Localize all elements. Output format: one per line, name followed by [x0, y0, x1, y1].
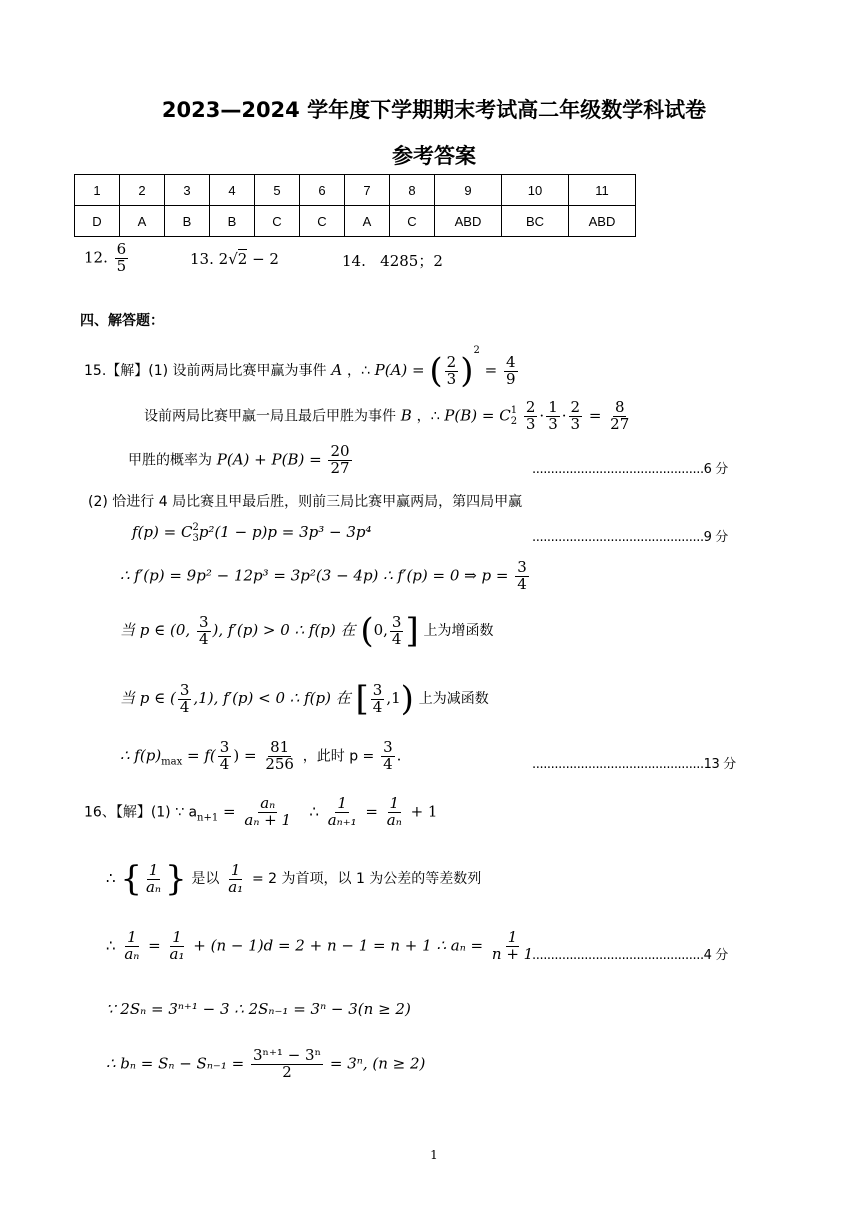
q16-prefix: 16、【解】(1) ∵ a [84, 804, 198, 821]
score-9: ..............................................9 分 [532, 530, 728, 545]
q15-line3 [128, 444, 354, 477]
q15-line2-prefix: 设前两局比赛甲赢一局且最后甲胜为事件 [144, 408, 396, 425]
question-number-cell: 1 [75, 175, 120, 206]
question-number-cell: 9 [435, 175, 502, 206]
fraction-numerator: 3 [372, 680, 383, 699]
answer-13-label: 13. [190, 250, 214, 268]
decreasing-mid: ,1), f′(p) < 0 ∴ f(p) 在 [193, 689, 351, 707]
section-heading: 四、解答题： [80, 313, 164, 329]
combination-subscript: 2 [510, 416, 518, 428]
fraction-denominator: aₙ [386, 810, 402, 829]
answer-row [75, 206, 636, 237]
fraction-numerator: 3 [517, 558, 527, 576]
equals: = [365, 802, 378, 821]
fraction-numerator: 2 [570, 398, 581, 416]
result-denominator: 27 [610, 414, 630, 433]
answer-cell: C [390, 206, 435, 237]
result-numerator: 81 [270, 738, 290, 756]
answer-key-subtitle: 参考答案 [392, 144, 476, 168]
q16-line1 [84, 796, 437, 829]
sqrt-symbol: √ [228, 250, 238, 268]
page-number: 1 [430, 1148, 438, 1162]
fraction-numerator: 1 [230, 860, 241, 879]
derivative-expression: ∴ f′(p) = 9p² − 12p³ = 3p²(3 − 4p) ∴ f′(p) = 0 ⇒ p = [120, 566, 509, 585]
answer-cell: ABD [569, 206, 636, 237]
q15-line1-mid: ，∴ [346, 363, 370, 379]
therefore: ∴ [309, 802, 319, 821]
fraction-numerator: 3 [391, 612, 402, 631]
q15-line1-eq: P(A) = [374, 361, 425, 379]
q15-increasing-line: 当 p ∈ (0, $\frac{3}{4}$ ), f′(p) > 0 ∴ f(p) 在 (0, $\frac{3}{4}$ ] 上为增函数 [120, 611, 494, 651]
exponent: 2 [473, 345, 480, 356]
question-number-cell: 8 [390, 175, 435, 206]
answer-table [74, 174, 636, 237]
answer-14-value: 4285；2 [380, 252, 443, 270]
question-number-cell: 7 [345, 175, 390, 206]
event-a: A [331, 361, 343, 379]
subscript: n+1 [197, 812, 219, 824]
fraction-denominator: aₙ₊₁ [327, 810, 357, 829]
fraction-denominator: aₙ + 1 [244, 810, 292, 829]
fraction-numerator: 3 [179, 680, 190, 699]
q16-line5-end: = 3ⁿ, (n ≥ 2) [329, 1054, 426, 1073]
answer-14-label: 14. [342, 252, 366, 270]
fraction-denominator: 4 [372, 697, 383, 716]
fraction-denominator: 3 [525, 414, 536, 433]
fraction-denominator: 4 [391, 629, 402, 648]
answer-cell: A [345, 206, 390, 237]
answer-13-coefficient: 2 [218, 250, 229, 268]
q16-line2-text2: = 2 为首项，以 1 为公差的等差数列 [251, 871, 482, 887]
q16-line5 [106, 1048, 425, 1081]
combination-superscript: 1 [510, 405, 518, 417]
max-mid: = f( [187, 746, 216, 765]
answer-cell: C [255, 206, 300, 237]
fraction-numerator: 3ⁿ⁺¹ − 3ⁿ [252, 1046, 322, 1064]
fraction-numerator: 1 [389, 794, 400, 812]
result-numerator: 8 [614, 398, 625, 416]
q15-line2: 设前两局比赛甲赢一局且最后甲胜为事件 B ，∴ P(B) = C 1 2 $\frac{2}{3}$ · $\frac{1}{3}$ · $\frac{2}{3}$ = $\frac{8}{27}$ [144, 398, 630, 433]
increasing-suffix: 上为增函数 [423, 623, 494, 639]
answer-cell: B [210, 206, 255, 237]
max-subscript: max [161, 756, 183, 768]
increasing-mid: ), f′(p) > 0 ∴ f(p) 在 [212, 621, 356, 639]
q15-part2-text: (2) 恰进行 4 局比赛且甲最后胜，则前三局比赛甲赢两局，第四局甲赢 [88, 494, 523, 510]
max-then: ，此时 p = [302, 748, 375, 765]
max-eq: ) = [233, 746, 257, 765]
result-denominator: 9 [505, 369, 516, 388]
equals: = [148, 936, 161, 955]
answer-13 [190, 250, 279, 268]
q15-f-line [132, 522, 372, 544]
question-number-cell: 5 [255, 175, 300, 206]
result-denominator: 256 [265, 754, 294, 773]
q15-line3-prefix: 甲胜的概率为 [128, 452, 212, 469]
answer-cell: D [75, 206, 120, 237]
fraction-denominator: 3 [446, 369, 457, 388]
question-number-cell: 6 [300, 175, 345, 206]
max-end: . [396, 746, 402, 765]
interval-end: ,1 [386, 689, 401, 707]
fraction-denominator: 4 [198, 629, 209, 648]
q15-line1-prefix: 15.【解】(1) 设前两局比赛甲赢为事件 [84, 363, 327, 379]
fraction-numerator: 3 [219, 738, 230, 756]
q15-line3-eq: P(A) + P(B) = [216, 450, 322, 469]
score-4: ..............................................4 分 [532, 948, 728, 963]
decreasing-prefix: 当 p ∈ ( [120, 689, 176, 707]
q16-line2-text1: 是以 [191, 871, 220, 887]
answer-cell: ABD [435, 206, 502, 237]
equals: = [223, 802, 236, 821]
answer-12-denominator: 5 [116, 256, 127, 275]
q15-line2-eq: P(B) = C [444, 406, 511, 425]
q16-line3-mid: + (n − 1)d = 2 + n − 1 = n + 1 ∴ aₙ = [193, 936, 484, 955]
answer-13-tail: − 2 [252, 250, 279, 268]
q16-line2: ∴ { $\frac{1}{\text{aₙ}}$ } 是以 $\frac{1}{\text{a₁}}$ = 2 为首项，以 1 为公差的等差数列 [106, 859, 482, 899]
max-prefix: ∴ f(p) [120, 746, 162, 765]
answer-12-numerator: 6 [116, 240, 127, 258]
fraction-denominator: 4 [179, 697, 190, 716]
fraction-numerator: 2 [446, 352, 457, 371]
result-denominator: 27 [330, 458, 350, 477]
fraction-denominator: 3 [570, 414, 581, 433]
fraction-numerator: aₙ [260, 794, 276, 812]
combination-subscript: 3 [192, 533, 199, 544]
answer-cell: A [120, 206, 165, 237]
q16-line4: ∵ 2Sₙ = 3ⁿ⁺¹ − 3 ∴ 2Sₙ₋₁ = 3ⁿ − 3(n ≥ 2) [106, 1000, 411, 1018]
therefore: ∴ [106, 936, 116, 955]
q15-decreasing-line: 当 p ∈ ( $\frac{3}{4}$ ,1), f′(p) < 0 ∴ f(p) 在 [ $\frac{3}{4}$ ,1) 上为减函数 [120, 679, 489, 719]
fraction-numerator: 1 [148, 860, 159, 879]
result-numerator: 20 [330, 442, 350, 460]
q15-line1: 15.【解】(1) 设前两局比赛甲赢为事件 A ，∴ P(A) = ( $\frac{2}{3}$ )$^2$ = $\frac{4}{9}$ [84, 345, 516, 391]
therefore: ∴ [106, 869, 116, 887]
answer-12 [84, 242, 130, 275]
f-def-start: f(p) = C [132, 523, 193, 541]
fraction-numerator: 1 [127, 928, 137, 946]
exam-title: 2023—2024 学年度下学期期末考试高二年级数学科试卷 [161, 98, 707, 122]
increasing-prefix: 当 p ∈ (0, [120, 621, 191, 639]
answer-14 [342, 250, 443, 271]
result-numerator: 4 [505, 352, 516, 371]
fraction-denominator: a₁ [228, 877, 244, 896]
fraction-numerator: 1 [172, 928, 182, 946]
fraction-numerator: 1 [548, 398, 558, 416]
question-number-cell: 3 [165, 175, 210, 206]
answer-13-radicand: 2 [237, 250, 248, 268]
fraction-numerator: 3 [383, 738, 393, 756]
decreasing-suffix: 上为减函数 [418, 691, 489, 707]
answer-cell: C [300, 206, 345, 237]
answer-cell: B [165, 206, 210, 237]
fraction-numerator: 3 [198, 612, 209, 631]
q15-max-line [120, 740, 401, 773]
answer-cell: BC [502, 206, 569, 237]
plus-one: + 1 [410, 802, 438, 821]
question-number-cell: 2 [120, 175, 165, 206]
score-6: ..............................................6 分 [532, 462, 728, 477]
fraction-denominator: 3 [548, 414, 558, 433]
question-number-row [75, 175, 636, 206]
fraction-denominator: aₙ [124, 944, 140, 963]
combination-superscript: 2 [192, 522, 199, 533]
f-def-rest: p²(1 − p)p = 3p³ − 3p⁴ [198, 523, 372, 541]
fraction-numerator: 1 [337, 794, 347, 812]
fraction-denominator: n + 1 [491, 944, 534, 963]
question-number-cell: 4 [210, 175, 255, 206]
fraction-denominator: 2 [282, 1062, 292, 1081]
q15-derivative-line [120, 560, 531, 593]
fraction-denominator: aₙ [145, 877, 161, 896]
question-number-cell: 10 [502, 175, 569, 206]
fraction-numerator: 1 [507, 928, 518, 946]
score-13: ..............................................13 分 [532, 757, 736, 772]
event-b: B [400, 406, 412, 425]
fraction-denominator: 4 [219, 754, 230, 773]
fraction-denominator: 4 [517, 574, 527, 593]
interval-start: 0, [373, 621, 388, 639]
q16-line5-prefix: ∴ bₙ = Sₙ − Sₙ₋₁ = [106, 1054, 245, 1073]
fraction-numerator: 2 [525, 398, 536, 416]
q15-line2-mid: ，∴ [416, 408, 440, 425]
q16-line3 [106, 930, 537, 963]
fraction-denominator: a₁ [169, 944, 185, 963]
question-number-cell: 11 [569, 175, 636, 206]
fraction-denominator: 4 [383, 754, 393, 773]
answer-12-label: 12. [84, 248, 108, 267]
